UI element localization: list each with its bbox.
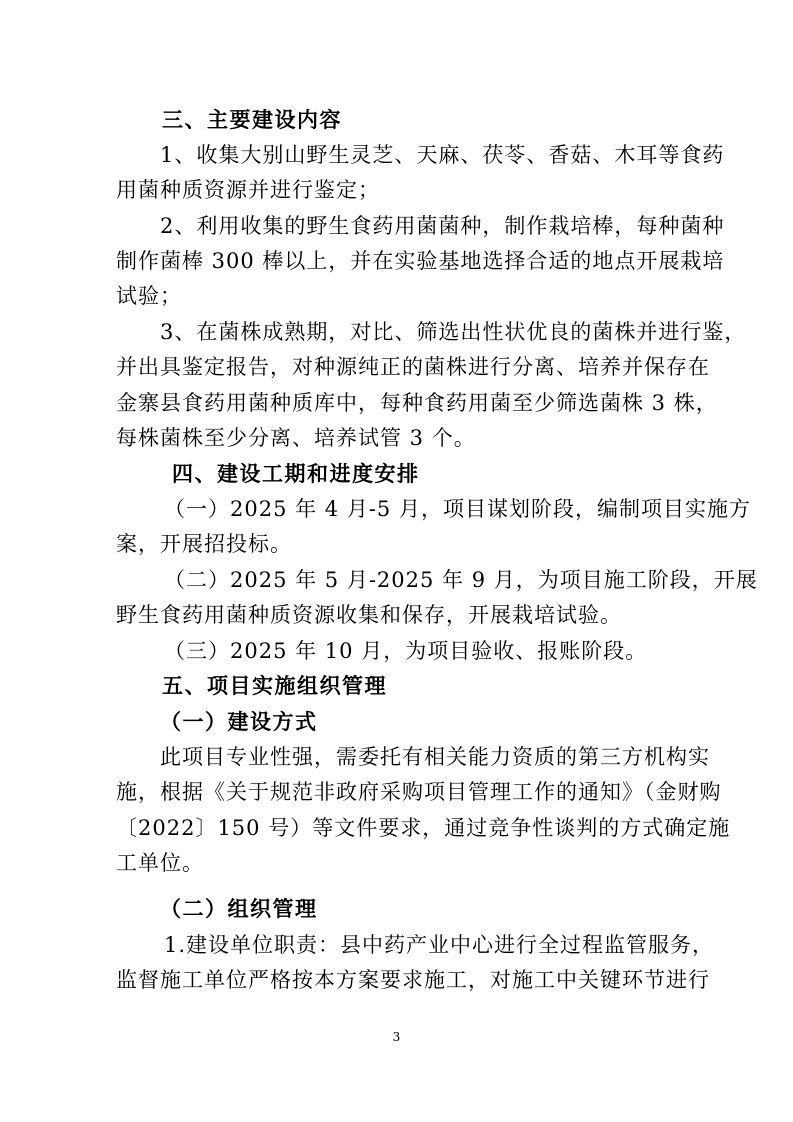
body-line: 金寨县食药用菌种质库中，每种食药用菌至少筛选菌株 3 株， <box>116 391 718 415</box>
body-line: 工单位。 <box>116 851 204 875</box>
body-line: 每株菌株至少分离、培养试管 3 个。 <box>116 426 476 450</box>
body-line: 制作菌棒 300 棒以上，并在实验基地选择合适的地点开展栽培 <box>116 249 725 273</box>
subheading-organization-management: （二）组织管理 <box>160 896 318 921</box>
heading-schedule: 四、建设工期和进度安排 <box>172 461 420 486</box>
body-line: 〔2022〕150 号）等文件要求，通过竞争性谈判的方式确定施 <box>116 816 731 840</box>
heading-main-content: 三、主要建设内容 <box>162 107 342 132</box>
body-line: 1.建设单位职责：县中药产业中心进行全过程监管服务， <box>164 933 715 957</box>
body-line: 此项目专业性强，需委托有相关能力资质的第三方机构实 <box>160 745 710 769</box>
page-number: 3 <box>392 1030 401 1044</box>
body-line: （三）2025 年 10 月，为项目验收、报账阶段。 <box>164 639 648 663</box>
body-line: 监督施工单位严格按本方案要求施工，对施工中关键环节进行 <box>116 968 710 992</box>
body-line: 用菌种质资源并进行鉴定； <box>116 178 380 202</box>
body-line: 试验； <box>116 284 182 308</box>
body-line: 3、在菌株成熟期，对比、筛选出性状优良的菌株并进行鉴， <box>160 320 747 344</box>
heading-organization: 五、项目实施组织管理 <box>162 673 387 698</box>
body-line: 并出具鉴定报告，对种源纯正的菌株进行分离、培养并保存在 <box>116 355 710 379</box>
body-line: （二）2025 年 5 月-2025 年 9 月，为项目施工阶段，开展 <box>164 568 758 592</box>
body-line: （一）2025 年 4 月-5 月，项目谋划阶段，编制项目实施方 <box>164 497 751 521</box>
body-line: 野生食药用菌种质资源收集和保存，开展栽培试验。 <box>116 603 622 627</box>
body-line: 案，开展招投标。 <box>116 532 292 556</box>
body-line: 1、收集大别山野生灵芝、天麻、茯苓、香菇、木耳等食药 <box>160 143 725 167</box>
subheading-construction-method: （一）建设方式 <box>160 709 318 734</box>
body-line: 2、利用收集的野生食药用菌菌种，制作栽培棒，每种菌种 <box>160 214 725 238</box>
body-line: 施，根据《关于规范非政府采购项目管理工作的通知》（金财购 <box>116 780 722 804</box>
